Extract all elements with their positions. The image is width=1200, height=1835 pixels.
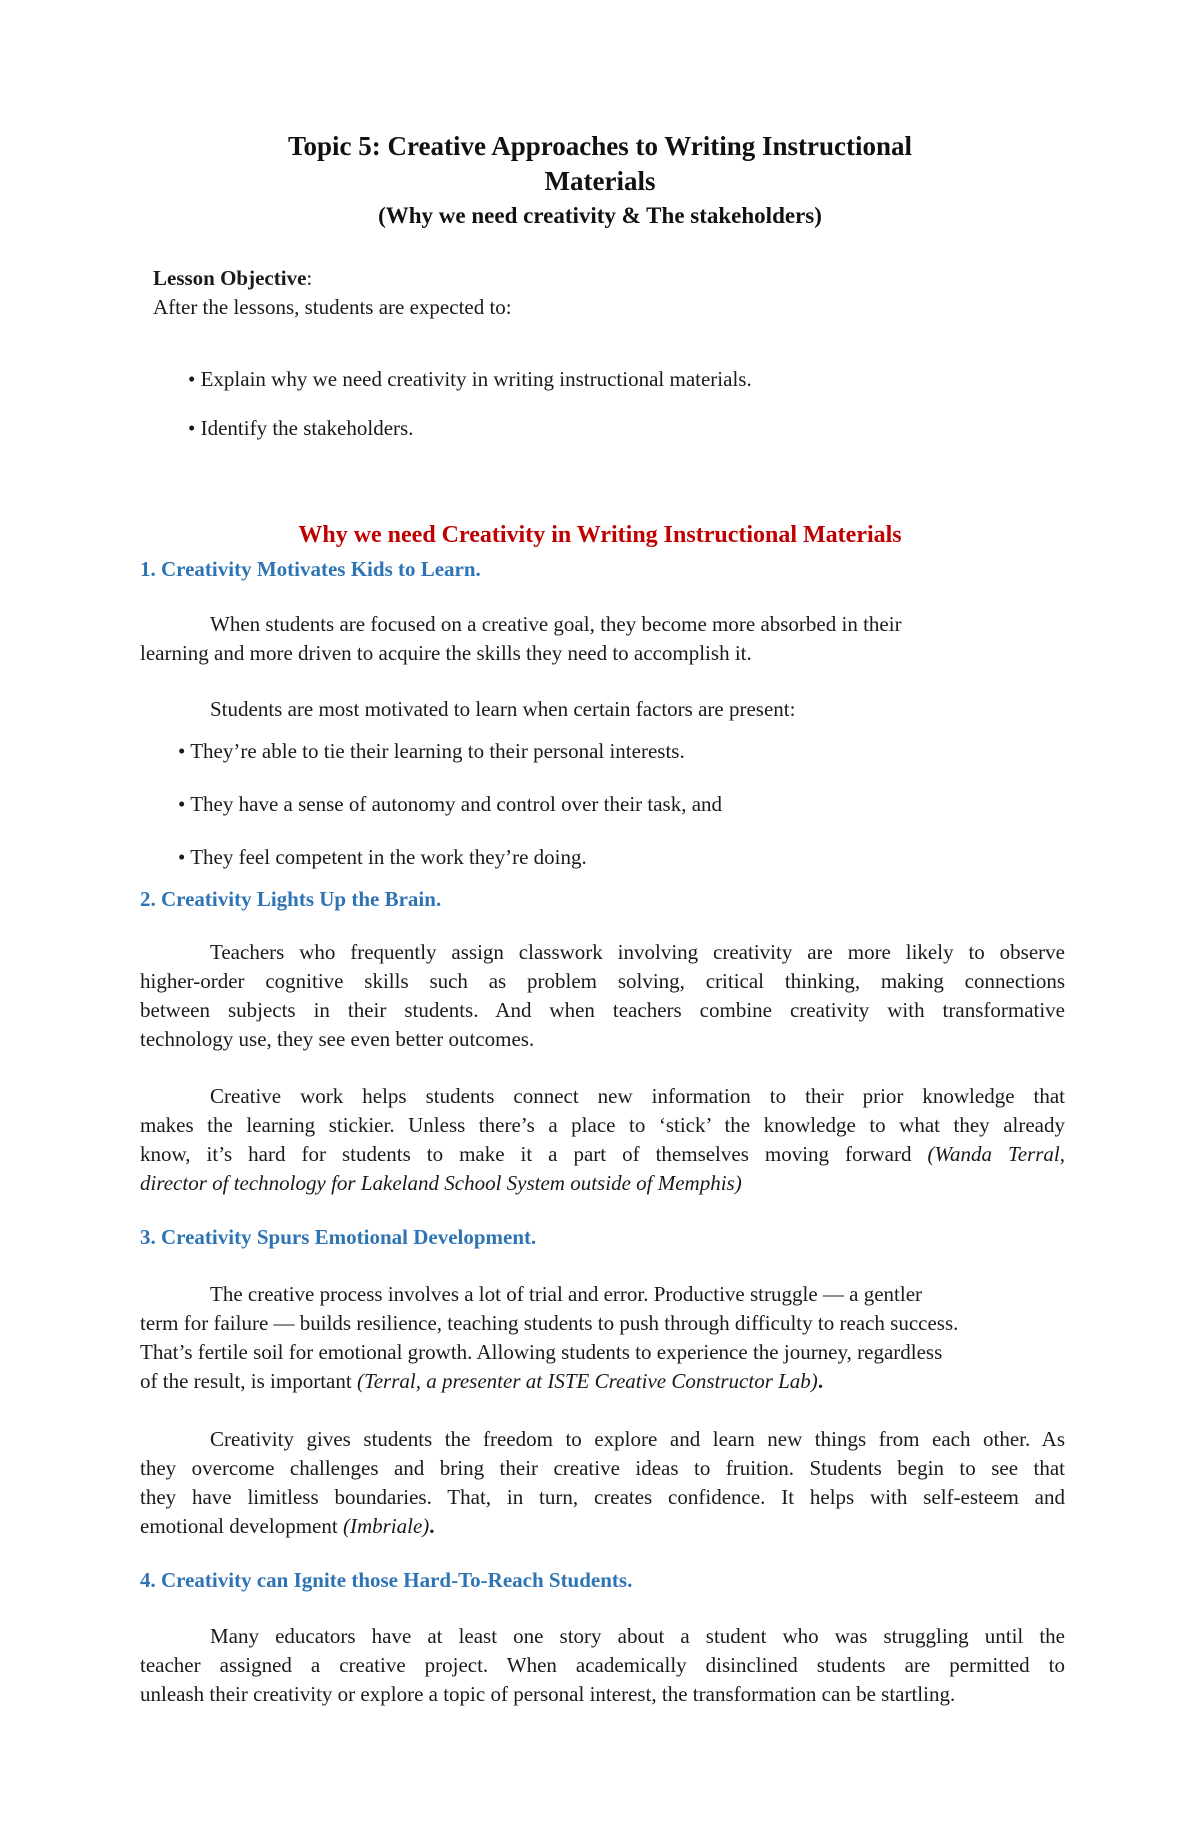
paragraph-line <box>140 1425 1065 1454</box>
section-heading-1: 1. Creativity Motivates Kids to Learn. <box>140 557 481 581</box>
paragraph-line <box>140 1082 1065 1111</box>
citation: director of technology for Lakeland School System outside of Memphis) <box>140 1171 742 1195</box>
main-section-heading: Why we need Creativity in Writing Instructional Materials <box>298 522 902 548</box>
paragraph-line <box>140 1367 1065 1396</box>
bullet-item: • They’re able to tie their learning to their personal interests. <box>178 739 685 763</box>
sentence-period: . <box>817 1369 824 1393</box>
bullet-item: • They feel competent in the work they’re doing. <box>178 845 587 869</box>
section-heading-4: 4. Creativity can Ignite those Hard-To-Reach Students. <box>140 1568 633 1592</box>
document-title-line-2: Materials <box>544 166 656 196</box>
paragraph-line: term for failure — builds resilience, teaching students to push through difficulty to reach success. <box>140 1311 959 1335</box>
paragraph-line-text: emotional development <box>140 1514 343 1538</box>
objective-item: • Identify the stakeholders. <box>188 416 414 440</box>
section-3-paragraph-1 <box>140 1280 1065 1396</box>
paragraph-line: That’s fertile soil for emotional growth. Allowing students to experience the journey, regardless <box>140 1340 943 1364</box>
paragraph-line <box>140 1622 1065 1651</box>
section-4-paragraph-1 <box>140 1622 1065 1709</box>
paragraph-line: makes the learning stickier. Unless there’s a place to ‘stick’ the knowledge to what they already <box>140 1113 1065 1137</box>
document-title-line-1: Topic 5: Creative Approaches to Writing Instructional <box>287 131 913 161</box>
paragraph-line: they overcome challenges and bring their creative ideas to fruition. Students begin to see that <box>140 1456 1065 1480</box>
paragraph-line-text: The creative process involves a lot of trial and error. Productive struggle — a gentler <box>210 1282 923 1306</box>
lesson-objective-colon: : <box>306 266 313 290</box>
section-2-paragraph-2 <box>140 1082 1065 1198</box>
paragraph-line <box>140 938 1065 967</box>
paragraph-line <box>140 1140 1065 1169</box>
citation: (Imbriale) <box>342 1514 430 1538</box>
document-subtitle: (Why we need creativity & The stakeholders) <box>378 203 822 228</box>
section-heading-2: 2. Creativity Lights Up the Brain. <box>140 887 442 911</box>
paragraph-line-text: When students are focused on a creative goal, they become more absorbed in their <box>210 612 902 636</box>
paragraph-line-text: of the result, is important <box>140 1369 357 1393</box>
lesson-objective-label <box>153 266 312 291</box>
paragraph-line: teacher assigned a creative project. When academically disinclined students are permitted to <box>140 1653 1065 1677</box>
citation: (Terral, a presenter at ISTE Creative Constructor Lab) <box>356 1369 818 1393</box>
paragraph-line: between subjects in their students. And when teachers combine creativity with transformative <box>140 998 1065 1022</box>
paragraph-line-text: Many educators have at least one story about a student who was struggling until the <box>210 1624 1065 1648</box>
paragraph-line: learning and more driven to acquire the skills they need to accomplish it. <box>140 641 752 665</box>
section-heading-3: 3. Creativity Spurs Emotional Development. <box>140 1225 537 1249</box>
paragraph-line <box>140 610 1065 639</box>
citation: (Wanda Terral, <box>927 1142 1066 1166</box>
section-3-paragraph-2 <box>140 1425 1065 1541</box>
paragraph-line-text: Creative work helps students connect new information to their prior knowledge that <box>210 1084 1065 1108</box>
paragraph-line <box>140 1512 1065 1541</box>
section-1-paragraph-1 <box>140 610 1065 668</box>
paragraph-line: higher-order cognitive skills such as problem solving, critical thinking, making connections <box>140 969 1065 993</box>
paragraph-line-text: Creativity gives students the freedom to explore and learn new things from each other. As <box>210 1427 1065 1451</box>
paragraph-line: technology use, they see even better outcomes. <box>140 1027 535 1051</box>
paragraph-line: they have limitless boundaries. That, in turn, creates confidence. It helps with self-esteem and <box>140 1485 1065 1509</box>
section-2-paragraph-1 <box>140 938 1065 1054</box>
bullet-item: • They have a sense of autonomy and control over their task, and <box>178 792 723 816</box>
lesson-objective-label-text: Lesson Objective <box>153 266 307 290</box>
paragraph-line <box>140 1280 1065 1309</box>
paragraph-line-text: Teachers who frequently assign classwork involving creativity are more likely to observe <box>210 940 1065 964</box>
paragraph-line: unleash their creativity or explore a topic of personal interest, the transformation can be startling. <box>140 1682 956 1706</box>
paragraph-line-text: know, it’s hard for students to make it a part of themselves moving forward <box>140 1142 928 1166</box>
lesson-objective-intro: After the lessons, students are expected to: <box>153 295 512 319</box>
sentence-period: . <box>429 1514 435 1538</box>
objective-item: • Explain why we need creativity in writing instructional materials. <box>188 367 752 391</box>
section-1-paragraph-2: Students are most motivated to learn when certain factors are present: <box>210 697 796 721</box>
